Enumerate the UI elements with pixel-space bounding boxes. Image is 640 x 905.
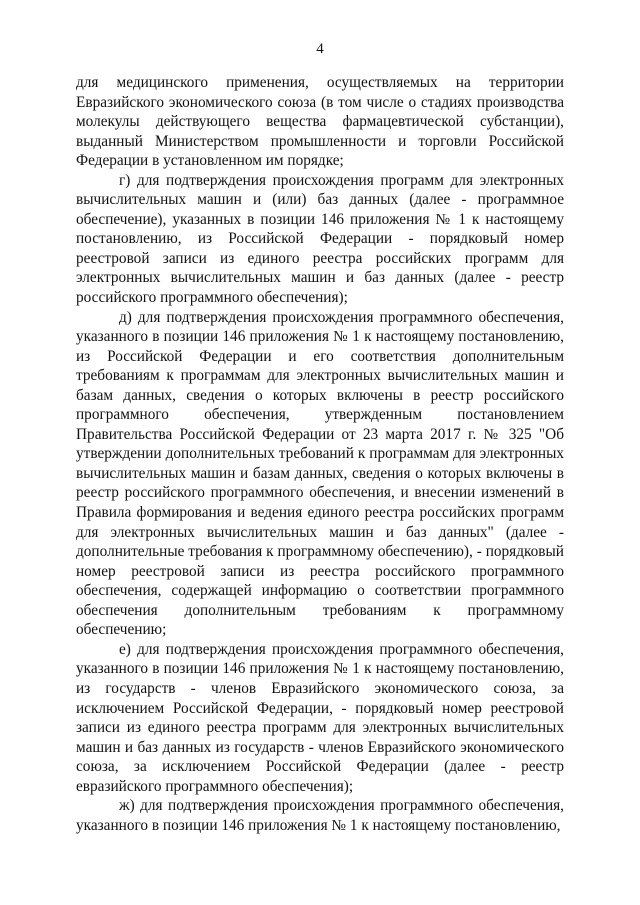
- paragraph-item-zh: ж) для подтверждения происхождения программного обеспечения, указанного в позиции 146 приложения № 1 к настоящему постановлению,: [76, 797, 564, 834]
- paragraph-item-d: д) для подтверждения происхождения программного обеспечения, указанного в позиции 146 приложения № 1 к настоящему постановлению, из Российской Федерации и его соответствия дополнительным требованиям к программам для электронных вычислительных машин и базам данных, сведения о которых включены в реестр российского программного обеспечения, утвержденным постановлением Правительства Российской Федерации от 23 марта 2017 г. № 325 "Об утверждении дополнительных требований к программам для электронных вычислительных машин и базам данных, сведения о которых включены в реестр российского программного обеспечения, и внесении изменений в Правила формирования и ведения единого реестра российских программ для электронных вычислительных машин и баз данных" (далее - дополнительные требования к программному обеспечению), - порядковый номер реестровой записи из реестра российского программного обеспечения, содержащей информацию о соответствии программного обеспечения дополнительным требованиям к программному обеспечению;: [76, 308, 564, 639]
- paragraph-continuation: для медицинского применения, осуществляемых на территории Евразийского экономического союза (в том числе о стадиях производства молекулы действующего вещества фармацевтической субстанции), выданный Министерством промышленности и торговли Российской Федерации в установленном им порядке;: [76, 74, 564, 170]
- page-number: 4: [316, 41, 324, 57]
- paragraph-item-e: е) для подтверждения происхождения программного обеспечения, указанного в позиции 146 приложения № 1 к настоящему постановлению, из государств - членов Евразийского экономического союза, за исключением Российской Федерации, - порядковый номер реестровой записи из единого реестра программ для электронных вычислительных машин и баз данных из государств - членов Евразийского экономического союза, за исключением Российской Федерации (далее - реестр евразийского программного обеспечения);: [76, 640, 564, 795]
- paragraph-item-g: г) для подтверждения происхождения программ для электронных вычислительных машин и (или) баз данных (далее - программное обеспечение), указанных в позиции 146 приложения № 1 к настоящему постановлению, из Российской Федерации - порядковый номер реестровой записи из единого реестра российских программ для электронных вычислительных машин и баз данных (далее - реестр российского программного обеспечения);: [76, 171, 564, 307]
- body-text: [76, 73, 564, 835]
